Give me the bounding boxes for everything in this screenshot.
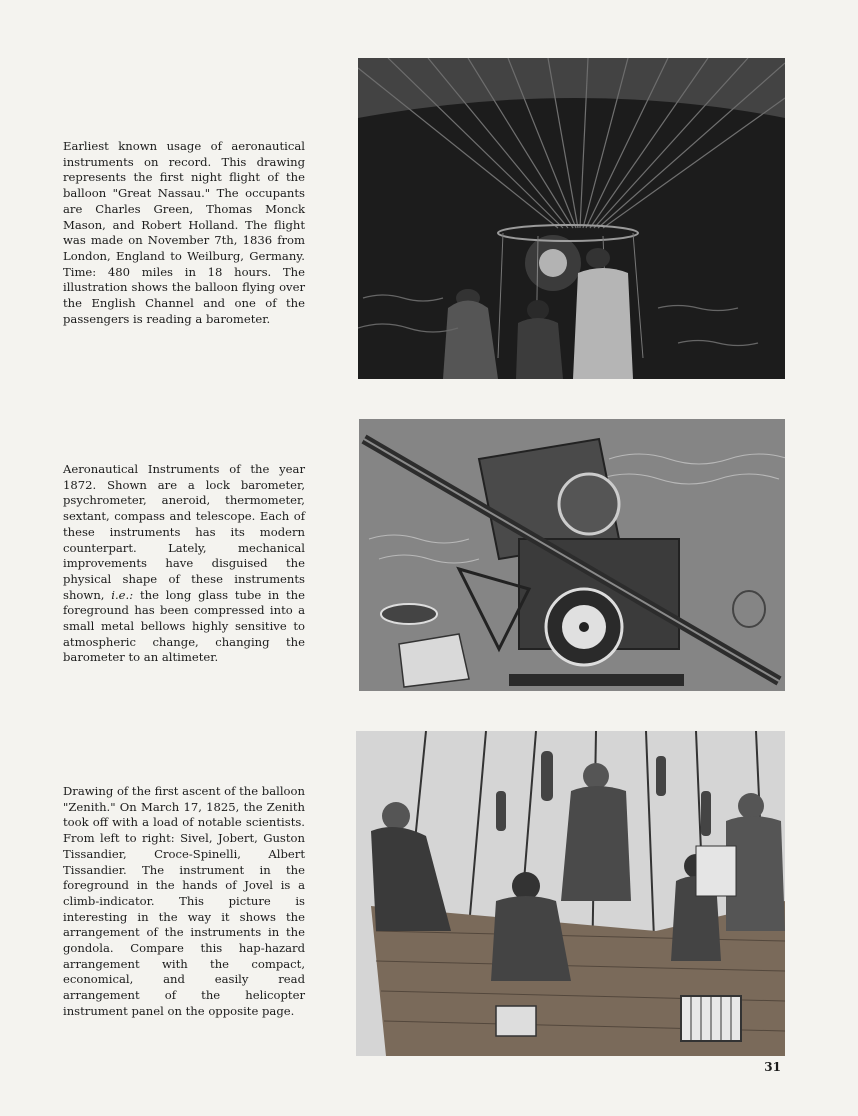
caption-instruments-part-a: Aeronautical Instruments of the year 1872. Shown are a lock barometer, psychrometer, aneroid, thermometer, sextant, compass and telescope. Each of these instruments has its modern counterpart. Lately, mechanical improvements have disguised the physical shape of these instruments shown, — [63, 462, 305, 602]
caption-zenith-ascent: Drawing of the first ascent of the balloon "Zenith." On March 17, 1825, the Zenith took off with a load of notable scientists. From left to right: Sivel, Jobert, Guston Tissandier, Croce-Spinelli, Albert Tissandier. The instrument in the foreground in the hands of Jovel is a climb-indicator. This picture is interesting in the way it shows the arrangement of the instruments in the gondola. Compare this hap-hazard arrangement with the compact, economical, and easily read arrangement of the helicopter instrument panel on the opposite page. — [63, 784, 305, 1018]
night-flight-engraving — [358, 58, 785, 379]
caption-instruments-part-b: the long glass tube in the foreground has been compressed into a small metal bellows highly sensitive to atmospheric change, changing the barometer to an altimeter. — [63, 587, 305, 665]
zenith-ascent-engraving — [356, 731, 785, 1056]
caption-instruments-ie: i.e.: — [111, 587, 134, 602]
caption-instruments-1872 — [63, 462, 305, 666]
page-number: 31 — [764, 1060, 781, 1074]
caption-night-flight: Earliest known usage of aeronautical instruments on record. This drawing represents the first night flight of the balloon "Great Nassau." The occupants are Charles Green, Thomas Monck Mason, and Robert Holland. The flight was made on November 7th, 1836 from London, England to Weilburg, Germany. Time: 480 miles in 18 hours. The illustration shows the balloon flying over the English Channel and one of the passengers is reading a barometer. — [63, 139, 305, 326]
instruments-1872-engraving — [359, 419, 785, 691]
